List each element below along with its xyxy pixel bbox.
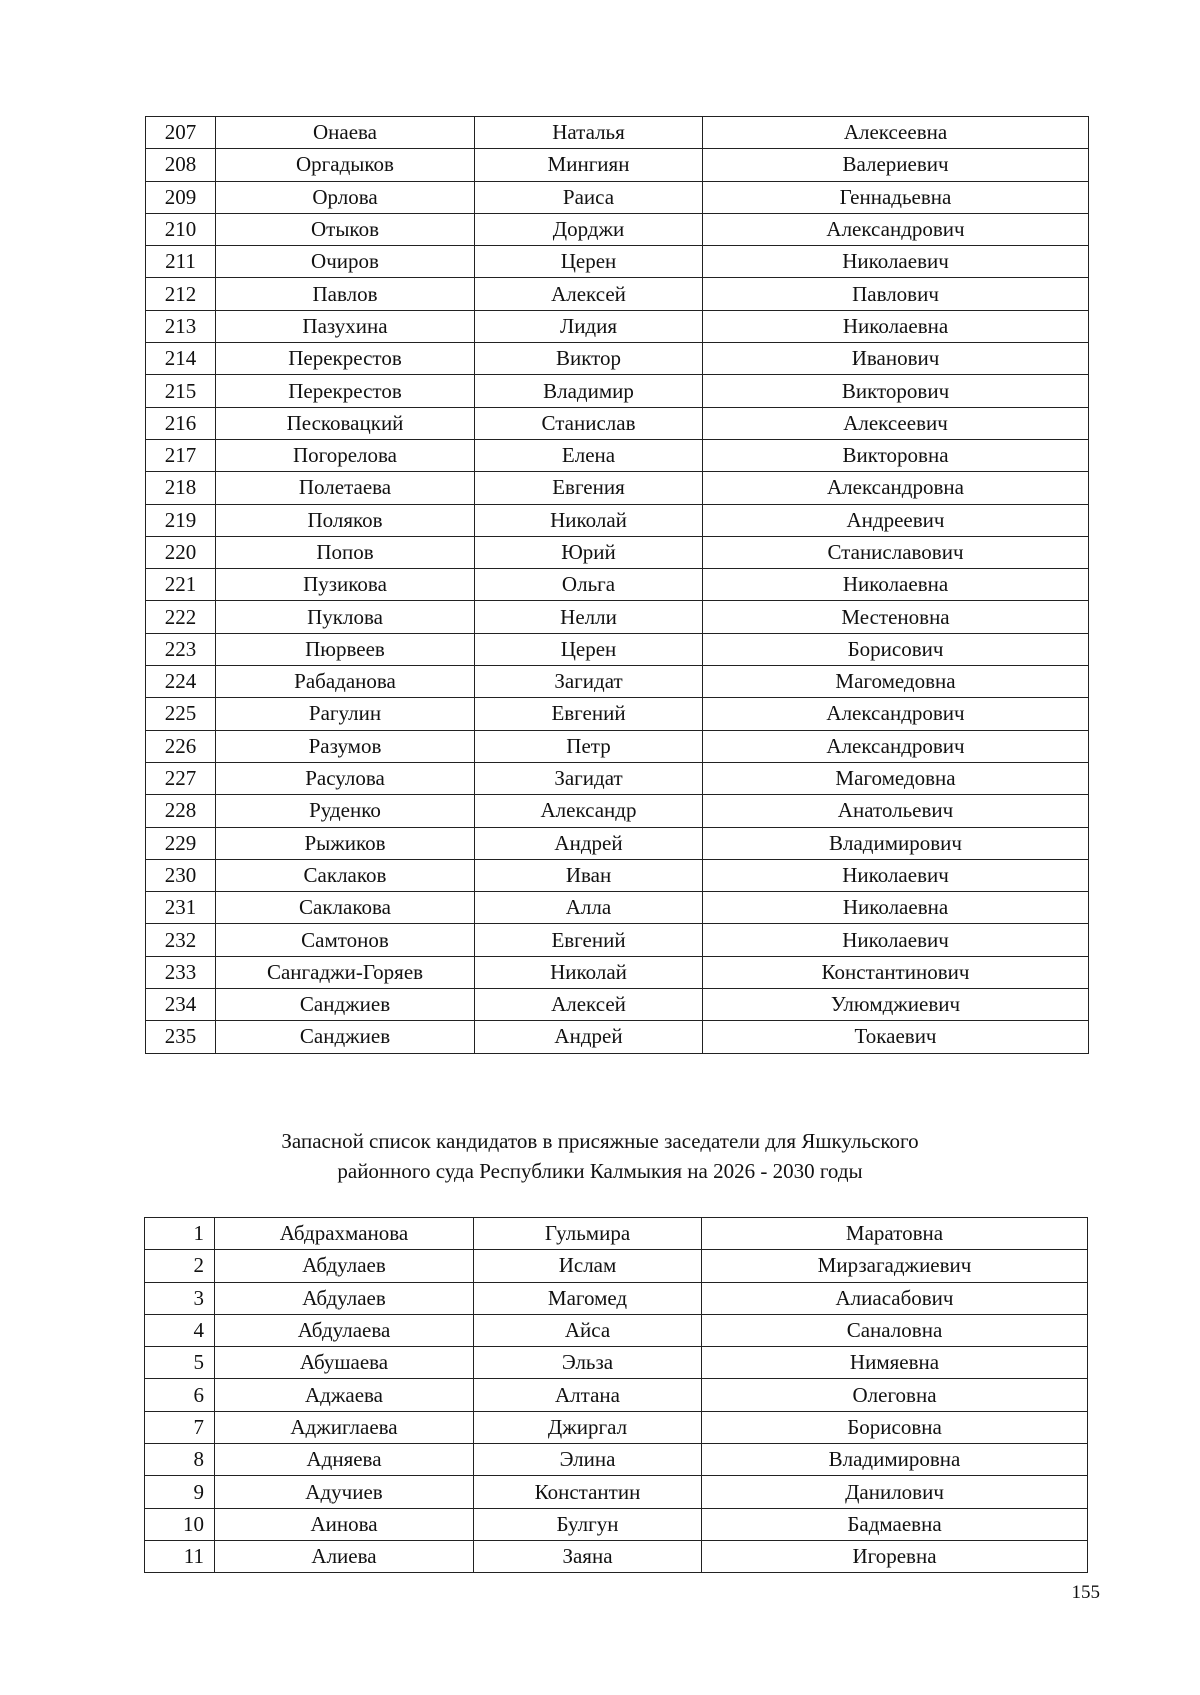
row-number-cell: 4: [145, 1314, 215, 1346]
last-name-cell: Адучиев: [215, 1476, 474, 1508]
row-number-cell: 235: [146, 1021, 216, 1053]
last-name-cell: Санджиев: [216, 1021, 475, 1053]
row-number-cell: 209: [146, 181, 216, 213]
table-row: [146, 892, 1089, 924]
first-name-cell: Церен: [475, 633, 703, 665]
row-number-cell: 208: [146, 149, 216, 181]
patronymic-cell: Валериевич: [703, 149, 1089, 181]
first-name-cell: Булгун: [474, 1508, 702, 1540]
reserve-heading-line-1: Запасной список кандидатов в присяжные заседатели для Яшкульского: [281, 1129, 919, 1153]
first-name-cell: Алтана: [474, 1379, 702, 1411]
last-name-cell: Погорелова: [216, 439, 475, 471]
candidate-table: [145, 116, 1089, 1054]
table-row: [146, 859, 1089, 891]
first-name-cell: Нелли: [475, 601, 703, 633]
patronymic-cell: Магомедовна: [703, 762, 1089, 794]
last-name-cell: Песковацкий: [216, 407, 475, 439]
first-name-cell: Магомед: [474, 1282, 702, 1314]
last-name-cell: Пазухина: [216, 310, 475, 342]
table-row: [146, 1021, 1089, 1053]
last-name-cell: Разумов: [216, 730, 475, 762]
last-name-cell: Орлова: [216, 181, 475, 213]
table-row: [145, 1314, 1088, 1346]
patronymic-cell: Токаевич: [703, 1021, 1089, 1053]
patronymic-cell: Бадмаевна: [702, 1508, 1088, 1540]
table-row: [146, 536, 1089, 568]
patronymic-cell: Местеновна: [703, 601, 1089, 633]
first-name-cell: Евгений: [475, 698, 703, 730]
row-number-cell: 9: [145, 1476, 215, 1508]
patronymic-cell: Данилович: [702, 1476, 1088, 1508]
table-row: [146, 117, 1089, 149]
reserve-heading-line-2: районного суда Республики Калмыкия на 2026 - 2030 годы: [337, 1159, 863, 1183]
first-name-cell: Ольга: [475, 569, 703, 601]
first-name-cell: Петр: [475, 730, 703, 762]
last-name-cell: Пузикова: [216, 569, 475, 601]
last-name-cell: Адняева: [215, 1444, 474, 1476]
patronymic-cell: Алиасабович: [702, 1282, 1088, 1314]
patronymic-cell: Викторович: [703, 375, 1089, 407]
row-number-cell: 230: [146, 859, 216, 891]
table-row: [146, 213, 1089, 245]
patronymic-cell: Владимировна: [702, 1444, 1088, 1476]
last-name-cell: Очиров: [216, 246, 475, 278]
last-name-cell: Абушаева: [215, 1347, 474, 1379]
table-row: [146, 730, 1089, 762]
patronymic-cell: Олеговна: [702, 1379, 1088, 1411]
first-name-cell: Эльза: [474, 1347, 702, 1379]
table-row: [146, 375, 1089, 407]
first-name-cell: Константин: [474, 1476, 702, 1508]
table-row: [145, 1540, 1088, 1572]
table-row: [145, 1218, 1088, 1250]
row-number-cell: 224: [146, 666, 216, 698]
row-number-cell: 222: [146, 601, 216, 633]
last-name-cell: Алиева: [215, 1540, 474, 1572]
patronymic-cell: Николаевна: [703, 310, 1089, 342]
last-name-cell: Полетаева: [216, 472, 475, 504]
row-number-cell: 217: [146, 439, 216, 471]
table-row: [146, 504, 1089, 536]
last-name-cell: Павлов: [216, 278, 475, 310]
row-number-cell: 226: [146, 730, 216, 762]
first-name-cell: Наталья: [475, 117, 703, 149]
table-row: [146, 569, 1089, 601]
table-row: [146, 698, 1089, 730]
table-row: [146, 924, 1089, 956]
first-name-cell: Станислав: [475, 407, 703, 439]
first-name-cell: Алла: [475, 892, 703, 924]
last-name-cell: Абдулаев: [215, 1282, 474, 1314]
table-row: [145, 1476, 1088, 1508]
first-name-cell: Алексей: [475, 278, 703, 310]
patronymic-cell: Мирзагаджиевич: [702, 1250, 1088, 1282]
row-number-cell: 2: [145, 1250, 215, 1282]
patronymic-cell: Николаевна: [703, 892, 1089, 924]
patronymic-cell: Геннадьевна: [703, 181, 1089, 213]
row-number-cell: 221: [146, 569, 216, 601]
patronymic-cell: Александровна: [703, 472, 1089, 504]
first-name-cell: Юрий: [475, 536, 703, 568]
first-name-cell: Элина: [474, 1444, 702, 1476]
first-name-cell: Загидат: [475, 666, 703, 698]
table-row: [146, 181, 1089, 213]
last-name-cell: Поляков: [216, 504, 475, 536]
first-name-cell: Иван: [475, 859, 703, 891]
row-number-cell: 212: [146, 278, 216, 310]
first-name-cell: Лидия: [475, 310, 703, 342]
row-number-cell: 211: [146, 246, 216, 278]
first-name-cell: Евгения: [475, 472, 703, 504]
table-row: [146, 666, 1089, 698]
table-row: [145, 1508, 1088, 1540]
table-row: [146, 310, 1089, 342]
table-row: [145, 1347, 1088, 1379]
row-number-cell: 227: [146, 762, 216, 794]
patronymic-cell: Игоревна: [702, 1540, 1088, 1572]
table-row: [146, 633, 1089, 665]
last-name-cell: Перекрестов: [216, 375, 475, 407]
first-name-cell: Виктор: [475, 343, 703, 375]
table-row: [146, 956, 1089, 988]
last-name-cell: Рабаданова: [216, 666, 475, 698]
table-row: [146, 343, 1089, 375]
patronymic-cell: Алексеевич: [703, 407, 1089, 439]
last-name-cell: Аинова: [215, 1508, 474, 1540]
last-name-cell: Абдулаева: [215, 1314, 474, 1346]
table-row: [145, 1379, 1088, 1411]
first-name-cell: Заяна: [474, 1540, 702, 1572]
last-name-cell: Рыжиков: [216, 827, 475, 859]
candidate-table-body: [146, 117, 1089, 1054]
row-number-cell: 231: [146, 892, 216, 924]
row-number-cell: 229: [146, 827, 216, 859]
row-number-cell: 11: [145, 1540, 215, 1572]
last-name-cell: Сангаджи-Горяев: [216, 956, 475, 988]
table-row: [145, 1282, 1088, 1314]
first-name-cell: Николай: [475, 956, 703, 988]
reserve-table-body: [145, 1218, 1088, 1573]
last-name-cell: Аджаева: [215, 1379, 474, 1411]
first-name-cell: Загидат: [475, 762, 703, 794]
row-number-cell: 10: [145, 1508, 215, 1540]
patronymic-cell: Викторовна: [703, 439, 1089, 471]
last-name-cell: Самтонов: [216, 924, 475, 956]
row-number-cell: 233: [146, 956, 216, 988]
first-name-cell: Церен: [475, 246, 703, 278]
last-name-cell: Абдулаев: [215, 1250, 474, 1282]
table-row: [145, 1250, 1088, 1282]
table-row: [146, 439, 1089, 471]
first-name-cell: Алексей: [475, 989, 703, 1021]
patronymic-cell: Улюмджиевич: [703, 989, 1089, 1021]
patronymic-cell: Николаевич: [703, 924, 1089, 956]
row-number-cell: 234: [146, 989, 216, 1021]
patronymic-cell: Александрович: [703, 698, 1089, 730]
first-name-cell: Елена: [475, 439, 703, 471]
row-number-cell: 8: [145, 1444, 215, 1476]
last-name-cell: Пуклова: [216, 601, 475, 633]
patronymic-cell: Магомедовна: [703, 666, 1089, 698]
row-number-cell: 5: [145, 1347, 215, 1379]
patronymic-cell: Станиславович: [703, 536, 1089, 568]
row-number-cell: 220: [146, 536, 216, 568]
row-number-cell: 215: [146, 375, 216, 407]
last-name-cell: Попов: [216, 536, 475, 568]
patronymic-cell: Борисович: [703, 633, 1089, 665]
table-row: [146, 601, 1089, 633]
last-name-cell: Рагулин: [216, 698, 475, 730]
patronymic-cell: Николаевич: [703, 859, 1089, 891]
row-number-cell: 7: [145, 1411, 215, 1443]
patronymic-cell: Александрович: [703, 730, 1089, 762]
first-name-cell: Александр: [475, 795, 703, 827]
patronymic-cell: Маратовна: [702, 1218, 1088, 1250]
row-number-cell: 210: [146, 213, 216, 245]
reserve-candidate-table: [144, 1217, 1088, 1573]
page-number: 155: [1071, 1582, 1100, 1603]
table-row: [146, 989, 1089, 1021]
first-name-cell: Гульмира: [474, 1218, 702, 1250]
last-name-cell: Оргадыков: [216, 149, 475, 181]
row-number-cell: 228: [146, 795, 216, 827]
patronymic-cell: Нимяевна: [702, 1347, 1088, 1379]
row-number-cell: 216: [146, 407, 216, 439]
last-name-cell: Санджиев: [216, 989, 475, 1021]
row-number-cell: 207: [146, 117, 216, 149]
row-number-cell: 223: [146, 633, 216, 665]
table-row: [146, 795, 1089, 827]
row-number-cell: 214: [146, 343, 216, 375]
row-number-cell: 213: [146, 310, 216, 342]
last-name-cell: Перекрестов: [216, 343, 475, 375]
last-name-cell: Абдрахманова: [215, 1218, 474, 1250]
row-number-cell: 6: [145, 1379, 215, 1411]
last-name-cell: Саклакова: [216, 892, 475, 924]
first-name-cell: Андрей: [475, 1021, 703, 1053]
patronymic-cell: Иванович: [703, 343, 1089, 375]
last-name-cell: Саклаков: [216, 859, 475, 891]
last-name-cell: Расулова: [216, 762, 475, 794]
row-number-cell: 218: [146, 472, 216, 504]
patronymic-cell: Борисовна: [702, 1411, 1088, 1443]
reserve-list-heading: [180, 1126, 1020, 1186]
first-name-cell: Раиса: [475, 181, 703, 213]
first-name-cell: Ислам: [474, 1250, 702, 1282]
table-row: [146, 472, 1089, 504]
last-name-cell: Отыков: [216, 213, 475, 245]
row-number-cell: 232: [146, 924, 216, 956]
patronymic-cell: Николаевна: [703, 569, 1089, 601]
row-number-cell: 219: [146, 504, 216, 536]
first-name-cell: Евгений: [475, 924, 703, 956]
first-name-cell: Дорджи: [475, 213, 703, 245]
patronymic-cell: Александрович: [703, 213, 1089, 245]
last-name-cell: Пюрвеев: [216, 633, 475, 665]
table-row: [146, 149, 1089, 181]
table-row: [145, 1411, 1088, 1443]
last-name-cell: Руденко: [216, 795, 475, 827]
first-name-cell: Джиргал: [474, 1411, 702, 1443]
first-name-cell: Николай: [475, 504, 703, 536]
first-name-cell: Андрей: [475, 827, 703, 859]
table-row: [146, 827, 1089, 859]
table-row: [145, 1444, 1088, 1476]
patronymic-cell: Владимирович: [703, 827, 1089, 859]
patronymic-cell: Анатольевич: [703, 795, 1089, 827]
row-number-cell: 1: [145, 1218, 215, 1250]
patronymic-cell: Николаевич: [703, 246, 1089, 278]
row-number-cell: 225: [146, 698, 216, 730]
first-name-cell: Мингиян: [475, 149, 703, 181]
table-row: [146, 762, 1089, 794]
patronymic-cell: Константинович: [703, 956, 1089, 988]
first-name-cell: Владимир: [475, 375, 703, 407]
table-row: [146, 246, 1089, 278]
last-name-cell: Аджиглаева: [215, 1411, 474, 1443]
last-name-cell: Онаева: [216, 117, 475, 149]
table-row: [146, 407, 1089, 439]
row-number-cell: 3: [145, 1282, 215, 1314]
first-name-cell: Айса: [474, 1314, 702, 1346]
patronymic-cell: Павлович: [703, 278, 1089, 310]
patronymic-cell: Алексеевна: [703, 117, 1089, 149]
patronymic-cell: Саналовна: [702, 1314, 1088, 1346]
patronymic-cell: Андреевич: [703, 504, 1089, 536]
table-row: [146, 278, 1089, 310]
